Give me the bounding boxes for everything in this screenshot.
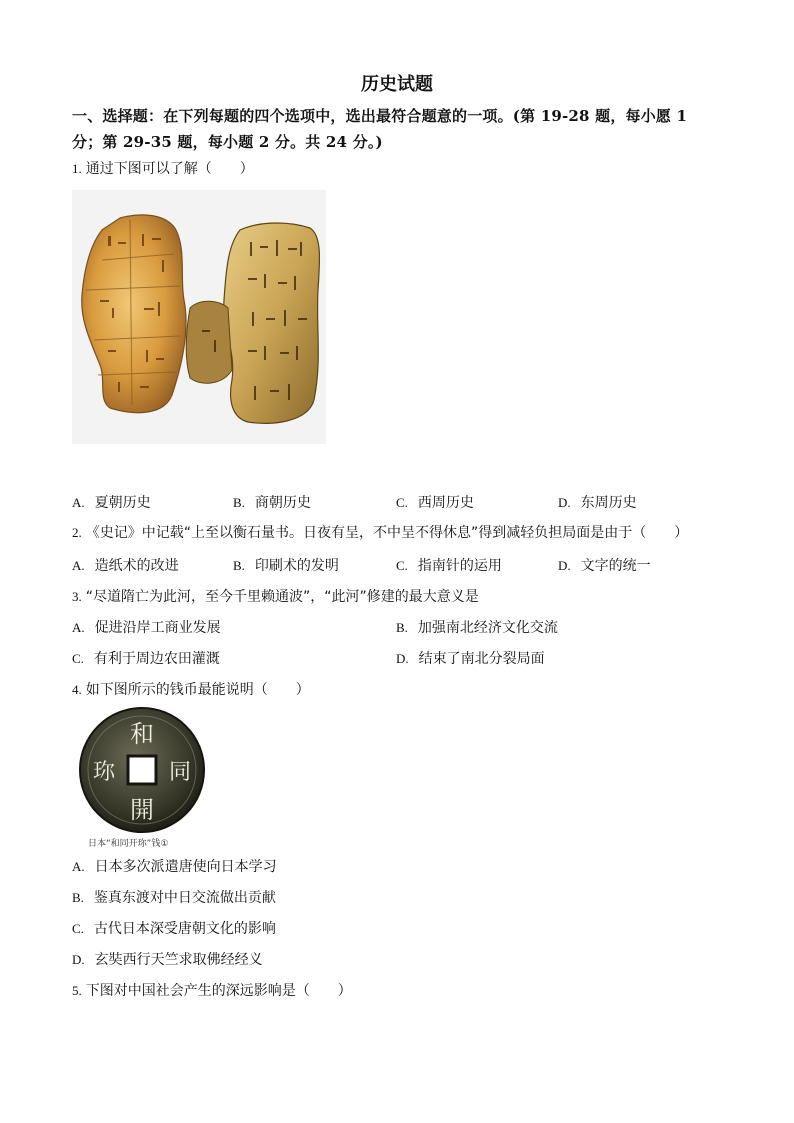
option-label: C. <box>72 651 84 666</box>
option-text: 西周历史 <box>417 495 474 511</box>
option-text: 鉴真东渡对中日交流做出贡献 <box>93 890 276 906</box>
option-text: 造纸术的改进 <box>94 558 179 574</box>
option-text: 文字的统一 <box>580 558 651 574</box>
question-4-option-c[interactable] <box>72 918 276 938</box>
option-text: 商朝历史 <box>254 495 311 511</box>
option-label: D. <box>558 495 571 510</box>
option-text: 结束了南北分裂局面 <box>418 651 545 667</box>
option-text: 印刷术的发明 <box>254 558 339 574</box>
question-3-option-c[interactable] <box>72 648 220 668</box>
question-4-option-b[interactable] <box>72 887 276 907</box>
option-text: 指南针的运用 <box>417 558 502 574</box>
section-instructions-line2: 分；第 29-35 题，每小题 2 分。共 24 分。) <box>72 133 383 151</box>
option-label: D. <box>72 952 85 967</box>
option-label: D. <box>396 651 409 666</box>
option-text: 玄奘西行天竺求取佛经经义 <box>94 952 263 968</box>
option-label: B. <box>72 890 84 905</box>
oracle-bone-image <box>72 190 326 444</box>
option-label: A. <box>72 620 85 635</box>
question-3-option-b[interactable] <box>396 617 558 637</box>
question-1-number: 1. <box>72 161 82 176</box>
question-3-option-a[interactable] <box>72 617 221 637</box>
coin-character-bottom: 開 <box>130 796 154 824</box>
option-label: C. <box>396 558 408 573</box>
question-4-text: 如下图所示的钱币最能说明（ ） <box>85 682 310 698</box>
question-2-text: 《史记》中记载“上至以衡石量书。日夜有呈，不中呈不得休息”得到减轻负担局面是由于（ ） <box>85 525 689 541</box>
question-2-option-c[interactable] <box>396 555 502 575</box>
question-1-option-a[interactable] <box>72 492 151 512</box>
question-5 <box>72 980 352 1000</box>
question-1 <box>72 158 254 178</box>
question-4 <box>72 679 310 699</box>
question-1-option-c[interactable] <box>396 492 474 512</box>
option-label: B. <box>396 620 408 635</box>
section-instructions-line1: 一、选择题：在下列每题的四个选项中，选出最符合题意的一项。(第 19-28 题，每小愿 1 <box>72 107 688 125</box>
question-1-text: 通过下图可以了解（ ） <box>85 161 254 177</box>
option-text: 日本多次派遣唐使向日本学习 <box>94 859 277 875</box>
question-3 <box>72 586 479 606</box>
question-4-option-d[interactable] <box>72 949 263 969</box>
question-3-number: 3. <box>72 589 82 604</box>
question-4-option-a[interactable] <box>72 856 277 876</box>
question-1-option-b[interactable] <box>233 492 311 512</box>
question-1-option-d[interactable] <box>558 492 637 512</box>
page-title: 历史试题 <box>361 74 433 95</box>
option-text: 加强南北经济文化交流 <box>417 620 558 636</box>
option-text: 东周历史 <box>580 495 637 511</box>
option-label: C. <box>396 495 408 510</box>
question-5-text: 下图对中国社会产生的深远影响是（ ） <box>85 983 352 999</box>
option-label: B. <box>233 558 245 573</box>
option-label: A. <box>72 859 85 874</box>
question-2-option-b[interactable] <box>233 555 339 575</box>
option-text: 古代日本深受唐朝文化的影响 <box>93 921 276 937</box>
option-label: A. <box>72 558 85 573</box>
option-label: A. <box>72 495 85 510</box>
question-2 <box>72 522 688 542</box>
option-text: 有利于周边农田灌溉 <box>93 651 220 667</box>
question-3-option-d[interactable] <box>396 648 545 668</box>
coin-character-right: 同 <box>168 760 192 785</box>
question-2-option-d[interactable] <box>558 555 651 575</box>
option-text: 夏朝历史 <box>94 495 151 511</box>
coin-character-top: 和 <box>130 720 154 748</box>
coin-caption: 日本“和同开珎”钱① <box>88 839 169 849</box>
question-3-text: “尽道隋亡为此河，至今千里赖通波”，“此河”修建的最大意义是 <box>85 589 479 605</box>
option-label: C. <box>72 921 84 936</box>
option-label: B. <box>233 495 245 510</box>
coin-character-left: 珎 <box>92 760 116 785</box>
question-2-option-a[interactable] <box>72 555 179 575</box>
option-text: 促进沿岸工商业发展 <box>94 620 221 636</box>
question-4-number: 4. <box>72 682 82 697</box>
wadokaichin-coin-image <box>76 706 216 836</box>
question-2-number: 2. <box>72 525 82 540</box>
question-5-number: 5. <box>72 983 82 998</box>
option-label: D. <box>558 558 571 573</box>
